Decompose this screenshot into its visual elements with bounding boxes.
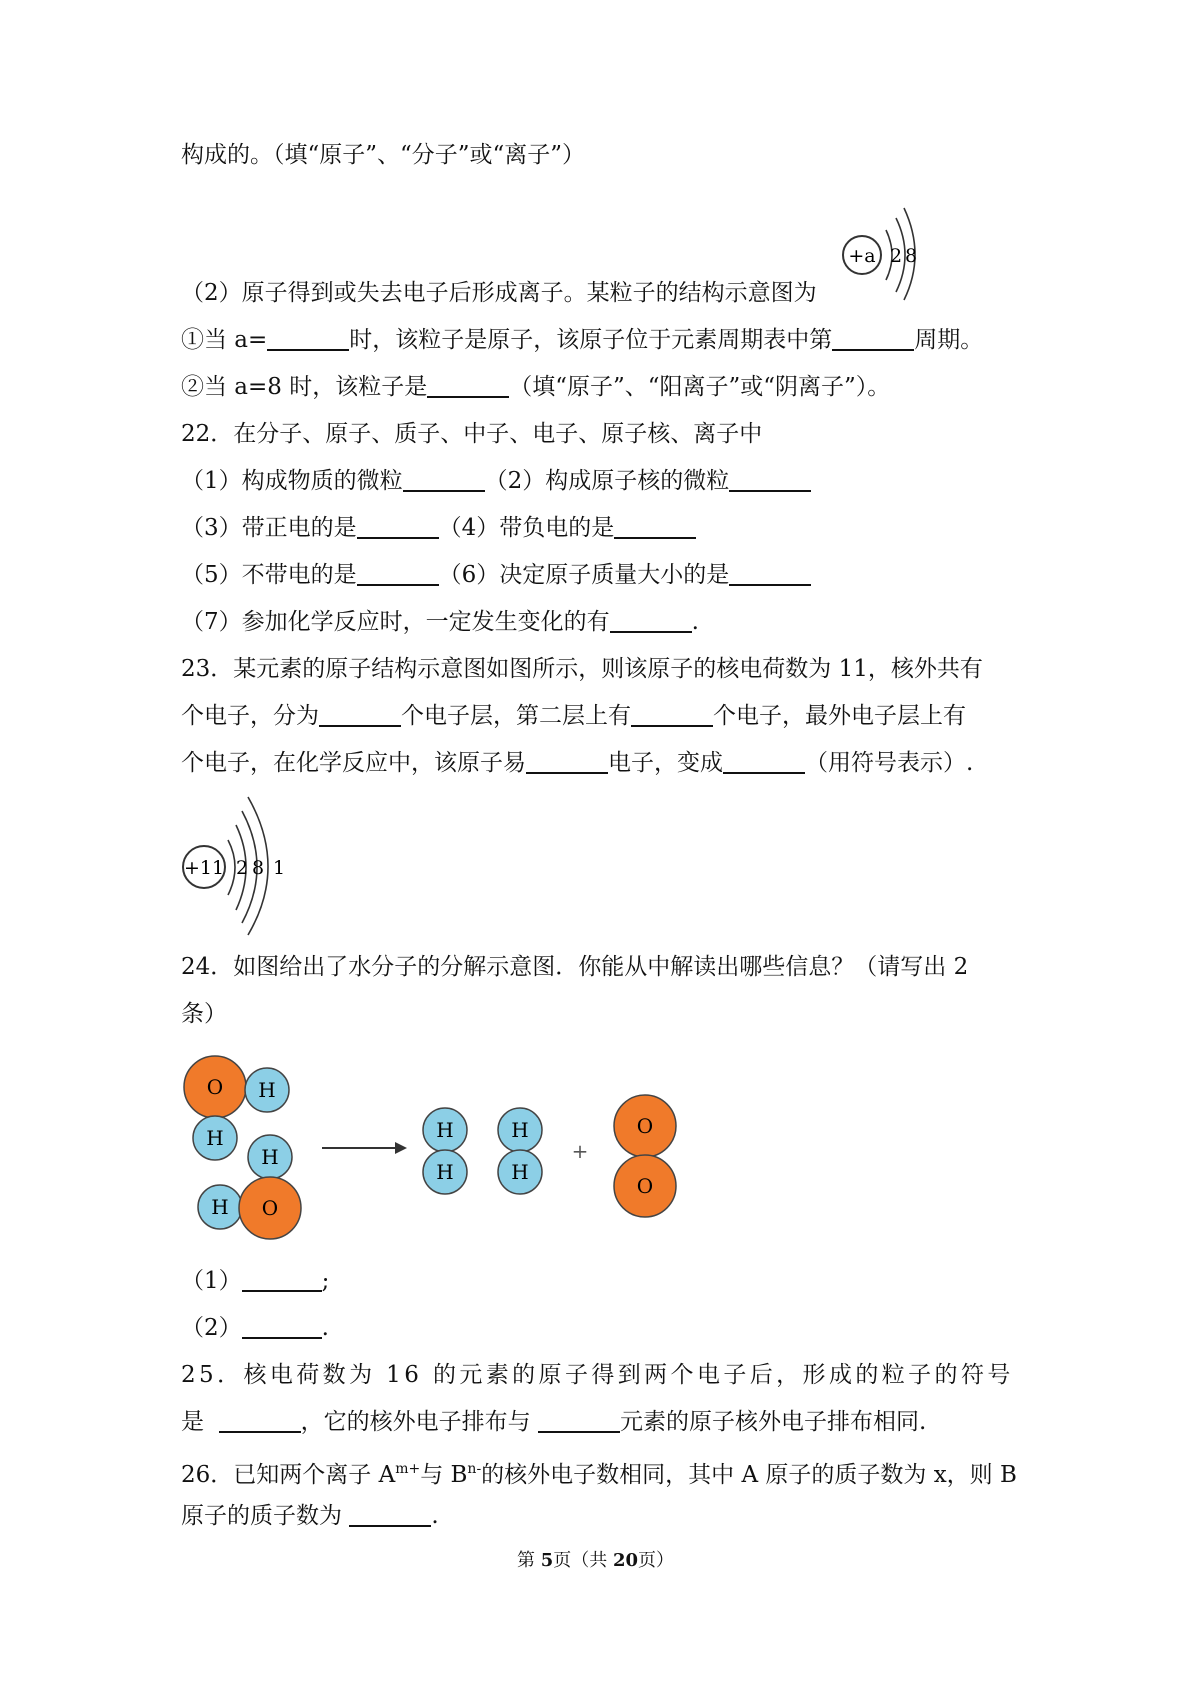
svg-text:H: H <box>211 1195 229 1219</box>
svg-text:H: H <box>206 1126 224 1150</box>
line-continuation: 构成的。（填“原子”、“分子”或“离子”） <box>181 142 586 168</box>
svg-text:H: H <box>436 1160 454 1184</box>
diagram-na-shell-1: 2 <box>235 857 249 879</box>
question-25-line2: 是 ，它的核外电子排布与 元素的原子核外电子排布相同. <box>181 1409 927 1435</box>
diagram-na-nucleus: +11 <box>183 857 225 879</box>
answer-blank[interactable] <box>538 1409 620 1433</box>
svg-text:H: H <box>436 1118 454 1142</box>
q22-items-3-4: （3）带正电的是 （4）带负电的是 <box>181 513 696 543</box>
answer-blank[interactable] <box>614 515 696 539</box>
svg-text:H: H <box>261 1145 279 1169</box>
diagram-na-shell-2: 8 <box>251 857 265 879</box>
answer-blank[interactable] <box>349 1503 431 1527</box>
svg-text:H: H <box>258 1078 276 1102</box>
question-25-line1: 25．核电荷数为 16 的元素的原子得到两个电子后，形成的粒子的符号 <box>181 1362 1014 1388</box>
svg-text:O: O <box>636 1114 654 1138</box>
svg-text:O: O <box>261 1196 279 1220</box>
svg-text:H: H <box>511 1160 529 1184</box>
answer-blank[interactable] <box>631 703 713 727</box>
diagram-a-shell-1: 2 <box>889 245 903 267</box>
answer-blank[interactable] <box>723 750 805 774</box>
water-decomposition-diagram <box>180 1050 700 1250</box>
question-26-line1: 26．已知两个离子 $A^{m+}$与 $B^{n-}$的核外电子数相同，其中 A 原子的质子数为 x，则 B <box>181 1461 1017 1488</box>
plus-sign: + <box>571 1139 589 1163</box>
answer-blank[interactable] <box>267 327 349 351</box>
answer-blank[interactable] <box>242 1268 322 1292</box>
svg-text:H: H <box>511 1118 529 1142</box>
answer-blank[interactable] <box>729 468 811 492</box>
svg-text:O: O <box>206 1075 224 1099</box>
question-23-line2: 个电子，分为 个电子层，第二层上有 个电子，最外电子层上有 <box>181 703 966 729</box>
question-24-line2: 条） <box>181 1001 227 1027</box>
answer-blank[interactable] <box>729 562 811 586</box>
question-24-line1: 24．如图给出了水分子的分解示意图．你能从中解读出哪些信息？（请写出 2 <box>181 954 969 980</box>
answer-blank[interactable] <box>526 750 608 774</box>
q21-part2-2: ②当 a=8 时，该粒子是 （填“原子”、“阳离子”或“阴离子”）。 <box>181 374 891 400</box>
q22-item-7: （7）参加化学反应时，一定发生变化的有 . <box>181 609 699 635</box>
answer-blank[interactable] <box>219 1409 301 1433</box>
q22-items-5-6: （5）不带电的是 （6）决定原子质量大小的是 <box>181 560 811 590</box>
answer-blank[interactable] <box>610 609 692 633</box>
diagram-a-nucleus: +a <box>848 245 876 267</box>
answer-blank[interactable] <box>832 327 914 351</box>
question-22: 22．在分子、原子、质子、中子、电子、原子核、离子中 <box>181 421 763 447</box>
question-26-line2: 原子的质子数为 . <box>181 1503 439 1529</box>
q22-items-1-2: （1）构成物质的微粒 （2）构成原子核的微粒 <box>181 466 811 496</box>
diagram-na-shell-3: 1 <box>272 857 286 879</box>
svg-text:O: O <box>636 1174 654 1198</box>
answer-blank[interactable] <box>319 703 401 727</box>
sodium-atom-diagram <box>180 785 290 935</box>
question-23-line1: 23．某元素的原子结构示意图如图所示，则该原子的核电荷数为 11，核外共有 <box>181 656 983 682</box>
page-footer: 第 5页（共 20页） <box>516 1550 675 1571</box>
question-23-line3: 个电子，在化学反应中，该原子易 电子，变成 （用符号表示）. <box>181 750 974 776</box>
diagram-a-shell-2: 8 <box>904 245 918 267</box>
q21-part2: （2）原子得到或失去电子后形成离子。某粒子的结构示意图为 <box>181 280 817 306</box>
q24-answer-2: （2） . <box>181 1315 329 1341</box>
answer-blank[interactable] <box>242 1315 322 1339</box>
answer-blank[interactable] <box>403 468 485 492</box>
answer-blank[interactable] <box>427 374 509 398</box>
q24-answer-1: （1） ; <box>181 1268 330 1294</box>
ion-structure-diagram <box>840 200 930 300</box>
answer-blank[interactable] <box>357 562 439 586</box>
q21-part2-1: ①当 a= 时，该粒子是原子，该原子位于元素周期表中第 周期。 <box>181 327 984 353</box>
answer-blank[interactable] <box>357 515 439 539</box>
